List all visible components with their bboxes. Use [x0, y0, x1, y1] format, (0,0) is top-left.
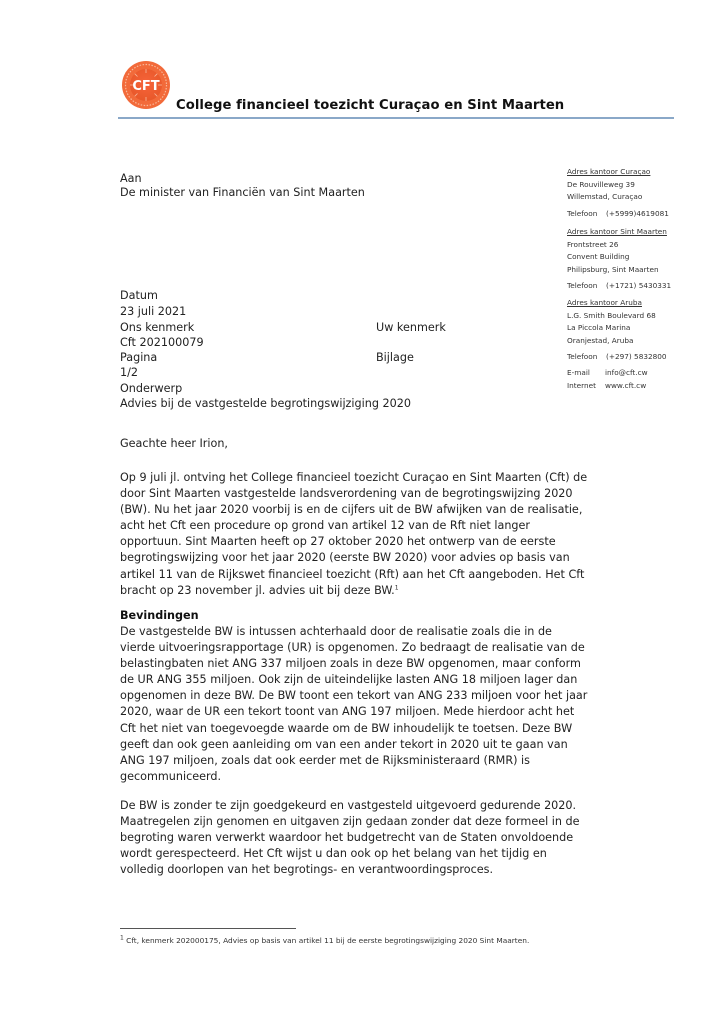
- page-label: Pagina: [120, 351, 158, 364]
- office-curacao: [567, 166, 669, 220]
- subject-value: Advies bij de vastgestelde begrotingswijziging 2020: [120, 397, 411, 410]
- addressee-label: Aan: [120, 172, 142, 185]
- date-label: Datum: [120, 289, 158, 302]
- findings-paragraph: De vastgestelde BW is intussen achterhaald door de realisatie zoals die in de vierde uitvoeringsrapportage (UR) is opgenomen. Zo bedraagt de realisatie van de belastingbaten niet ANG 337 miljoen zoals in deze BW opgenomen, maar conform de UR ANG 355 miljoen. Ook zijn de uiteindelijke lasten ANG 18 miljoen lager dan opgenomen in deze BW. De BW toont een tekort van ANG 233 miljoen voor het jaar 2020, waar de UR een tekort toont van ANG 197 miljoen. Mede hierdoor acht het Cft het niet van toegevoegde waarde om de BW inhoudelijk te toetsen. Deze BW geeft dan ook geen aanleiding om van een ander tekort in 2020 uit te gaan van ANG 197 miljoen, zoals dat ook eerder met de Rijksministeraard (RMR) is gecommuniceerd.: [120, 625, 588, 783]
- phone-label: Telefoon: [567, 281, 598, 290]
- your-ref-label: Uw kenmerk: [376, 321, 446, 334]
- office-address-line: La Piccola Marina: [567, 323, 631, 332]
- attachment-label: Bijlage: [376, 351, 414, 364]
- office-phone: [567, 208, 669, 221]
- our-ref-label: Ons kenmerk: [120, 321, 195, 334]
- footnote-divider: [120, 928, 296, 929]
- header-divider: [118, 117, 674, 119]
- our-ref-value: Cft 202100079: [120, 336, 204, 349]
- footnote: [120, 935, 580, 946]
- office-heading: Adres kantoor Aruba: [567, 298, 642, 307]
- office-address-line: Philipsburg, Sint Maarten: [567, 264, 659, 274]
- findings-heading: Bevindingen: [120, 609, 199, 622]
- office-address-line: De Rouvilleweg 39: [567, 179, 635, 189]
- internet-label: Internet: [567, 380, 596, 390]
- intro-paragraph: [120, 470, 590, 599]
- office-phone: [567, 280, 671, 293]
- phone-label: Telefoon: [567, 208, 598, 218]
- office-heading: Adres kantoor Sint Maarten: [567, 227, 667, 236]
- phone-number: (+297) 5832800: [606, 352, 667, 361]
- subject-label: Onderwerp: [120, 382, 183, 395]
- website-link[interactable]: www.cft.cw: [605, 380, 647, 390]
- office-aruba: [567, 297, 667, 364]
- date-value: 23 juli 2021: [120, 305, 187, 318]
- phone-label: Telefoon: [567, 352, 598, 361]
- closing-paragraph: De BW is zonder te zijn goedgekeurd en vastgesteld uitgevoerd gedurende 2020. Maatregelen zijn genomen en uitgaven zijn gedaan zonder dat deze formeel in de begroting waren verwerkt waardoor het budgetrecht van de Staten onvoldoende wordt gerespecteerd. Het Cft wijst u dan ook op het belang van het tijdig en volledig doorlopen van het begrotings- en verantwoordingsproces.: [120, 799, 580, 877]
- office-address-line: L.G. Smith Boulevard 68: [567, 310, 656, 320]
- cft-logo: [121, 60, 171, 110]
- page-value: 1/2: [120, 366, 139, 379]
- email-link[interactable]: info@cft.cw: [605, 368, 648, 377]
- phone-number: (+1721) 5430331: [606, 281, 672, 290]
- office-address-line: Frontstreet 26: [567, 239, 619, 249]
- office-phone: [567, 351, 667, 364]
- footnote-number: 1: [120, 934, 124, 942]
- logo-text: CFT: [132, 79, 160, 94]
- office-sint-maarten: [567, 226, 671, 293]
- organization-title: College financieel toezicht Curaçao en Sint Maarten: [176, 98, 565, 113]
- internet-row: [567, 380, 648, 393]
- email-row: [567, 367, 648, 380]
- office-address-line: Willemstad, Curaçao: [567, 192, 643, 201]
- office-address-line: Convent Building: [567, 252, 630, 261]
- addressee-recipient: De minister van Financiën van Sint Maarten: [120, 186, 365, 199]
- salutation: Geachte heer Irion,: [120, 437, 228, 450]
- intro-text: Op 9 juli jl. ontving het College financieel toezicht Curaçao en Sint Maarten (Cft) de door Sint Maarten vastgestelde landsverordening van de begrotingswijzing 2020 (BW). Nu het jaar 2020 voorbij is en de cijfers uit de BW afwijken van de realisatie, acht het Cft een procedure op grond van artikel 12 van de Rft niet langer opportuun. Sint Maarten heeft op 27 oktober 2020 het ontwerp van de eerste begrotingswijzing voor het jaar 2020 (eerste BW 2020) voor advies op basis van artikel 11 van de Rijkswet financieel toezicht (Rft) aan het Cft aangeboden. Het Cft bracht op 23 november jl. advies uit bij deze BW.: [120, 471, 588, 597]
- contact-block: [567, 367, 648, 392]
- logo-emblem-icon: [121, 60, 171, 110]
- email-label: E-mail: [567, 368, 590, 377]
- phone-number: (+5999)4619081: [606, 208, 669, 218]
- footnote-ref[interactable]: 1: [394, 583, 399, 591]
- footnote-text: Cft, kenmerk 202000175, Advies op basis van artikel 11 bij de eerste begrotingswijziging 2020 Sint Maarten.: [123, 936, 530, 945]
- office-heading: Adres kantoor Curaçao: [567, 167, 651, 176]
- office-address-line: Oranjestad, Aruba: [567, 335, 634, 345]
